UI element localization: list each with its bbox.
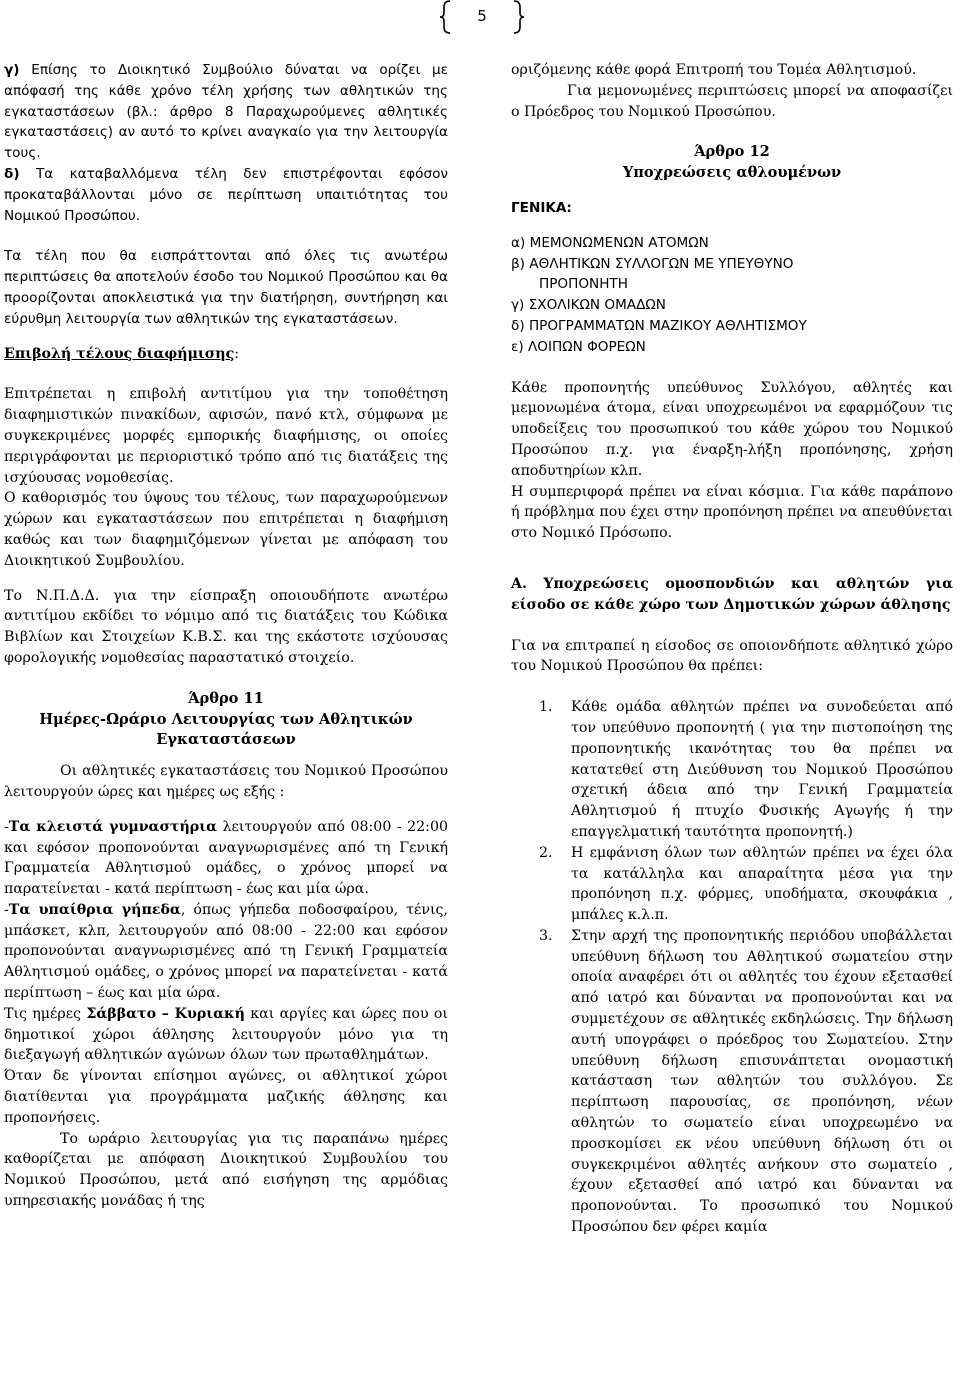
- list-item: δ) ΠΡΟΓΡΑΜΜΑΤΩΝ ΜΑΖΙΚΟΥ ΑΘΛΗΤΙΣΜΟΥ: [511, 317, 807, 334]
- paragraph-d: δ) Τα καταβαλλόμενα τέλη δεν επιστρέφονται εφόσον προκαταβάλλονται μόνο σε περίπτωση υπαιτιότητας του Νομικού Προσώπου.: [4, 165, 448, 224]
- outdoor-fields-paragraph: -Τα υπαίθρια γήπεδα, όπως γήπεδα ποδοσφαίρου, τένις, μπάσκετ, κλπ, λειτουργούν από 08:00 - 22:00 και εφόσον προπονούνται αναγνωρισμένες από τη Γενική Γραμματεία Αθλητισμού ομάδες, ο χρόνος μπορεί να παρατείνεται - κατά περίπτωση – έως και μία ώρα.: [4, 901, 448, 1002]
- continuation-paragraph: οριζόμενης κάθε φορά Επιτροπή του Τομέα Αθλητισμού.: [511, 62, 917, 78]
- president-paragraph: Για μεμονωμένες περιπτώσεις μπορεί να αποφασίζει ο Πρόεδρος του Νομικού Προσώπου.: [511, 82, 953, 120]
- article-11-subtitle-1: Ημέρες-Ωράριο Λειτουργίας των Αθλητικών: [39, 710, 413, 728]
- page-number-box: [440, 0, 524, 34]
- article-11-title: Άρθρο 11: [188, 689, 264, 707]
- list-item: 3. Στην αρχή της προπονητικής περιόδου υποβάλλεται υπεύθυνη δήλωση του Αθλητικού σωματείου στην οποία αναφέρει ότι οι αθλητές του έχουν εξετασθεί από ιατρό και δύνανται να προπονούνται και να συμμετέχουν σε αθλητικές εκδηλώσεις. Την δήλωση αυτή υπογράφει ο πρόεδρος του Σωματείου. Στην υπεύθυνη δήλωση επισυνάπτεται ονομαστική κατάσταση των αθλητών του συλλόγου. Σε περίπτωση παρουσίας, σε προπόνηση, νέων αθλητών το σωματείο είναι υποχρεωμένο να προσκομίσει εκ νέου υπεύθυνη δήλωση ότι οι συγκεκριμένοι αθλητές ανήκουν στο σωματείο , έχουν εξετασθεί από ιατρό και δύνανται να προπονούνται. Το προσωπικό του Νομικού Προσώπου δεν φέρει καμία: [539, 927, 953, 1236]
- advertising-paragraph-2: Ο καθορισμός του ύψους του τέλους, των παραχωρούμενων χώρων και εγκαταστάσεων που επιτρέπεται η διαφήμιση καθώς και των διαφημιζόμενων γίνεται με απόφαση του Διοικητικού Συμβουλίου.: [4, 490, 448, 569]
- section-a-heading: Α. Υποχρεώσεις ομοσπονδιών και αθλητών για είσοδο σε κάθε χώρο των Δημοτικών χώρων άθλησης: [511, 575, 953, 613]
- list-item: α) ΜΕΜΟΝΩΜΕΝΩΝ ΑΤΟΜΩΝ: [511, 234, 709, 251]
- item-label-d: δ): [4, 165, 20, 182]
- right-column: [511, 60, 953, 1238]
- advertising-paragraph-3: Το Ν.Π.Δ.Δ. για την είσπραξη οποιουδήποτε ανωτέρω αντιτίμου εκδίδει το νόμιμο από τις διατάξεις του Κώδικα Βιβλίων και Στοιχείων Κ.Β.Σ. και της εκάστοτε ισχύουσας φορολογικής νομοθεσίας παραστατικό στοιχείο.: [4, 587, 448, 666]
- unofficial-games-paragraph: Όταν δε γίνονται επίσημοι αγώνες, οι αθλητικοί χώροι διατίθενται για προγράμματα μαζικής άθλησης και προπονήσεις.: [4, 1068, 448, 1126]
- weekend-paragraph: Τις ημέρες Σάββατο – Κυριακή και αργίες και ώρες που οι δημοτικοί χώροι άθλησης λειτουργούν μόνο για τη διεξαγωγή αθλητικών αγώνων όλων των πρωταθλημάτων.: [4, 1005, 448, 1064]
- list-item: γ) ΣΧΟΛΙΚΩΝ ΟΜΑΔΩΝ: [511, 297, 666, 314]
- advertising-paragraph-1: Επιτρέπεται η επιβολή αντιτίμου για την τοποθέτηση διαφημιστικών πινακίδων, αφισών, πανό κτλ, σύμφωνα με συγκεκριμένες μορφές εμπορικής διαφήμισης, οι οποίες περιγράφονται με περιοριστικό τρόπο από τις διατάξεις της ισχύουσας νομοθεσίας.: [4, 386, 448, 486]
- general-heading: ΓΕΝΙΚΑ:: [511, 199, 572, 216]
- paragraph-g: γ) Επίσης το Διοικητικό Συμβούλιο δύναται να ορίζει με απόφασή της κάθε χρόνο τέλη χρήσης των αθλητικών της εγκαταστάσεων (βλ.: άρθρο 8 Παραχωρούμενες αθλητικές εγκαταστάσεις) αν αυτό το κρίνει αναγκαίο για την λειτουργία τους.: [4, 62, 448, 162]
- list-item: ε) ΛΟΙΠΩΝ ΦΟΡΕΩΝ: [511, 338, 646, 355]
- list-item: ΠΡΟΠΟΝΗΤΗ: [539, 276, 628, 293]
- left-column: [4, 60, 448, 1212]
- item-label-g: γ): [4, 62, 20, 78]
- advertising-heading: Επιβολή τέλους διαφήμισης:: [4, 345, 239, 362]
- schedule-paragraph: Το ωράριο λειτουργίας για τις παραπάνω ημέρες καθορίζεται με απόφαση Διοικητικού Συμβουλίου του Νομικού Προσώπου, μετά από εισήγηση της αρμόδιας υπηρεσιακής μονάδας ή της: [4, 1130, 448, 1210]
- page-number: 5: [477, 7, 487, 25]
- coach-paragraph: Κάθε προπονητής υπεύθυνος Συλλόγου, αθλητές και μεμονωμένα άτομα, είναι υποχρεωμένοι να εφαρμόζουν τις υποδείξεις του προσωπικού του κάθε χώρου του Νομικού Προσώπου π.χ. για έναρξη-λήξη προπόνησης, χρήση αποδυτηρίων κλπ.: [511, 379, 953, 479]
- article-11-intro: Οι αθλητικές εγκαταστάσεις του Νομικού Προσώπου λειτουργούν ώρες και ημέρες ως εξής :: [4, 763, 448, 800]
- closed-gyms-paragraph: -Τα κλειστά γυμναστήρια λειτουργούν από 08:00 - 22:00 και εφόσον προπονούνται αναγνωρισμένες από τη Γενική Γραμματεία Αθλητισμού ομάδες, ο χρόνος μπορεί να παρατείνεται - κατά περίπτωση - έως και μία ώρα.: [4, 818, 449, 898]
- list-item: β) ΑΘΛΗΤΙΚΩΝ ΣΥΛΛΟΓΩΝ ΜΕ ΥΠΕΥΘΥΝΟ: [511, 255, 794, 272]
- article-12-subtitle: Υποχρεώσεις αθλουμένων: [622, 164, 842, 182]
- article-12-title: Άρθρο 12: [694, 143, 770, 161]
- entry-paragraph: Για να επιτραπεί η είσοδος σε οποιονδήποτε αθλητικό χώρο του Νομικού Προσώπου θα πρέπει:: [511, 637, 953, 675]
- obligations-list: [511, 697, 953, 1238]
- list-item: 2. Η εμφάνιση όλων των αθλητών πρέπει να έχει όλα τα κατάλληλα και απαραίτητα μέσα για την προπόνηση π.χ. φόρμες, υποδήματα, σκουφάκια , μπάλες κ.λ.π.: [539, 844, 953, 924]
- behavior-paragraph: Η συμπεριφορά πρέπει να είναι κόσμια. Για κάθε παράπονο ή πρόβλημα που έχει στην προπόνηση πρέπει να απευθύνεται στο Νομικό Πρόσωπο.: [511, 483, 953, 542]
- fees-paragraph: Τα τέλη που θα εισπράττονται από όλες τις ανωτέρω περιπτώσεις θα αποτελούν έσοδο του Νομικού Προσώπου και θα προορίζονται αποκλειστικά για την διατήρηση, συντήρηση και εύρυθμη λειτουργία των αθλητικών της εγκαταστάσεων.: [4, 248, 448, 327]
- list-item: 1. Κάθε ομάδα αθλητών πρέπει να συνοδεύεται από τον υπεύθυνο προπονητή ( για την πιστοποίηση της προπονητικής ικανότητας του θα πρέπει να κατατεθεί στη Διεύθυνση του Νομικού Προσώπου σχετική άδεια από την Γενική Γραμματεία Αθλητισμού ή πτυχίο Φυσικής Αγωγής ή την επαγγελματική ταυτότητα προπονητή.): [539, 699, 953, 840]
- article-11-subtitle-2: Εγκαταστάσεων: [156, 731, 296, 749]
- category-list: [511, 233, 953, 358]
